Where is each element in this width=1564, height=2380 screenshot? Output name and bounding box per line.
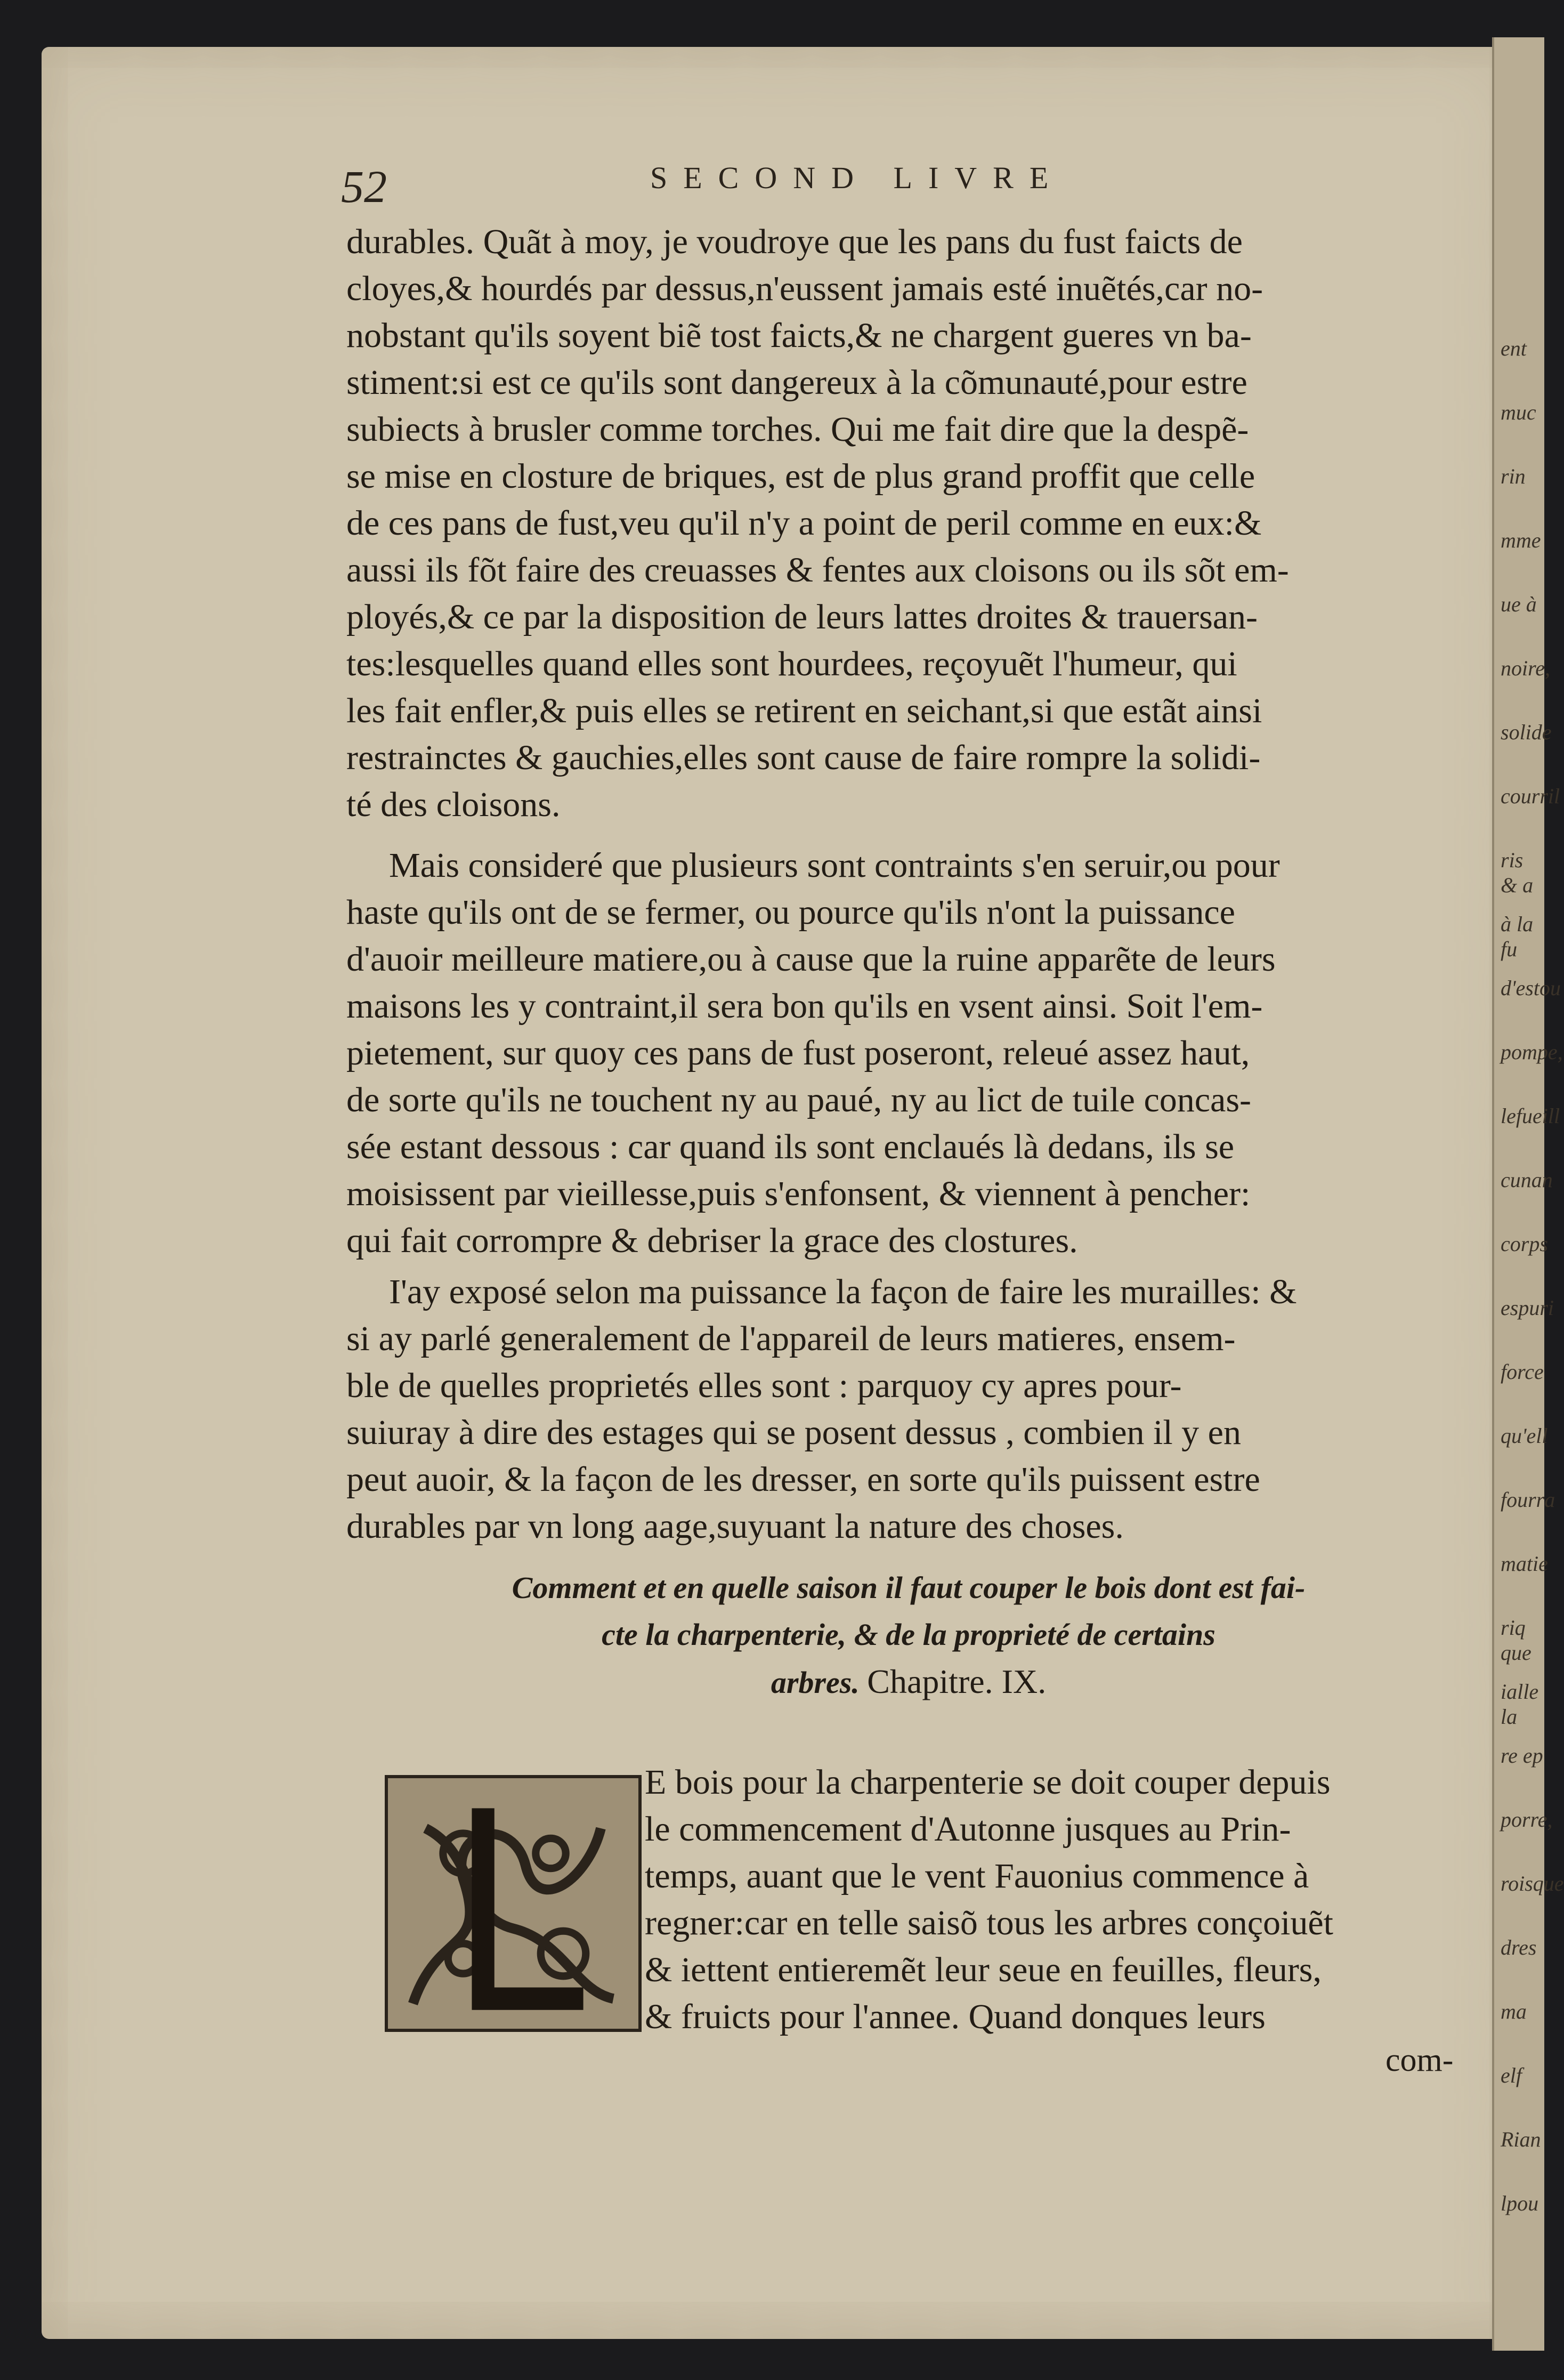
running-title: SECOND LIVRE	[650, 160, 1065, 195]
decorated-initial-letter	[385, 1775, 642, 2032]
text-line: tes:lesquelles quand elles sont hourdees, reçoyuẽt l'humeur, qui	[346, 644, 1237, 683]
margin-fragment: matie	[1501, 1552, 1548, 1576]
facing-page-edge	[1492, 37, 1564, 2351]
margin-fragment: rin	[1501, 464, 1526, 488]
heading-line-1: Comment et en quelle saison il faut couper le bois dont est fai-	[512, 1570, 1306, 1605]
text-line: se mise en closture de briques, est de plus grand proffit que celle	[346, 457, 1255, 496]
text-line: subiects à brusler comme torches. Qui me fait dire que la despẽ-	[346, 410, 1249, 449]
margin-fragment: muc	[1501, 400, 1536, 424]
text-line: E bois pour la charpenterie se doit couper depuis	[645, 1763, 1331, 1802]
margin-fragment: courril	[1501, 784, 1560, 808]
margin-fragment: cunan	[1501, 1168, 1553, 1192]
text-line: les fait enfler,& puis elles se retirent en seichant,si que estãt ainsi	[346, 691, 1262, 730]
text-line: té des cloisons.	[346, 785, 561, 824]
text-line: de sorte qu'ils ne touchent ny au paué, ny au lict de tuile concas-	[346, 1080, 1252, 1119]
text-line: le commencement d'Autonne jusques au Prin-	[645, 1810, 1291, 1849]
text-line: nobstant qu'ils soyent biẽ tost faicts,& ne chargent gueres vn ba-	[346, 316, 1252, 355]
margin-fragment: porre,	[1501, 1808, 1553, 1832]
text-line: pietement, sur quoy ces pans de fust poseront, releué assez haut,	[346, 1034, 1250, 1072]
heading-line-2: cte la charpenterie, & de la proprieté de certains	[602, 1617, 1215, 1652]
margin-fragment: riq que	[1501, 1616, 1531, 1665]
text-line: Mais consideré que plusieurs sont contraints s'en seruir,ou pour	[389, 846, 1280, 885]
margin-fragment: roisque	[1501, 1871, 1564, 1895]
margin-fragment: Rian	[1501, 2127, 1541, 2151]
text-line: durables. Quãt à moy, je voudroye que les pans du fust faicts de	[346, 222, 1243, 261]
margin-fragment: mme	[1501, 528, 1541, 552]
chapter-heading	[346, 1564, 1471, 1705]
text-line: durables par vn long aage,suyuant la nature des choses.	[346, 1507, 1124, 1546]
margin-fragment: dres	[1501, 1935, 1537, 1959]
margin-fragment: lpou	[1501, 2191, 1539, 2215]
margin-fragment: noire,	[1501, 656, 1550, 680]
paragraph-2	[346, 842, 1471, 1264]
margin-fragment: ris & a	[1501, 848, 1534, 897]
margin-fragment: solide	[1501, 720, 1552, 744]
margin-fragment: corps	[1501, 1232, 1548, 1256]
margin-fragment: lefueill	[1501, 1104, 1560, 1128]
margin-fragment: ialle la	[1501, 1680, 1539, 1729]
margin-fragment: d'estou	[1501, 976, 1561, 1000]
heading-italic-word: arbres.	[771, 1665, 860, 1700]
margin-fragment: à la fu	[1501, 912, 1534, 961]
paragraph-3	[346, 1269, 1471, 1550]
margin-fragment: fourra	[1501, 1488, 1555, 1512]
text-line: moisissent par vieillesse,puis s'enfonsent, & viennent à pencher:	[346, 1174, 1251, 1213]
heading-line-3	[346, 1658, 1471, 1705]
chapter-body-text	[645, 1759, 1476, 2040]
text-line: maisons les y contraint,il sera bon qu'ils en vsent ainsi. Soit l'em-	[346, 987, 1263, 1026]
text-line: I'ay exposé selon ma puissance la façon de faire les murailles: &	[389, 1272, 1297, 1311]
text-line: regner:car en telle saisõ tous les arbres conçoiuẽt	[645, 1903, 1333, 1942]
margin-fragment: ent	[1501, 336, 1527, 360]
text-line: si ay parlé generalement de l'appareil de leurs matieres, ensem-	[346, 1319, 1236, 1358]
margin-fragment: ma	[1501, 1999, 1527, 2023]
margin-fragment: re ep	[1501, 1744, 1543, 1768]
margin-fragment: pompe,	[1501, 1040, 1563, 1064]
text-line: sée estant dessous : car quand ils sont enclaués là dedans, ils se	[346, 1127, 1235, 1166]
text-line: ble de quelles proprietés elles sont : parquoy cy apres pour-	[346, 1366, 1182, 1405]
margin-fragment: force	[1501, 1360, 1544, 1384]
text-line: d'auoir meilleure matiere,ou à cause que la ruine apparẽte de leurs	[346, 940, 1276, 979]
margin-fragment: qu'ell	[1501, 1424, 1548, 1448]
chapter-label: Chapitre. IX.	[867, 1663, 1047, 1700]
catchword: com-	[1385, 2042, 1454, 2078]
text-line: cloyes,& hourdés par dessus,n'eussent jamais esté inuẽtés,car no-	[346, 269, 1263, 308]
text-line: stiment:si est ce qu'ils sont dangereux à la cõmunauté,pour estre	[346, 363, 1247, 402]
text-line: qui fait corrompre & debriser la grace des clostures.	[346, 1221, 1078, 1260]
text-line: restrainctes & gauchies,elles sont cause de faire rompre la solidi-	[346, 738, 1261, 777]
text-line: temps, auant que le vent Fauonius commence à	[645, 1857, 1309, 1895]
margin-fragment: espuri	[1501, 1296, 1554, 1320]
text-line: suiuray à dire des estages qui se posent dessus , combien il y en	[346, 1413, 1241, 1452]
text-line: aussi ils fõt faire des creuasses & fentes aux cloisons ou ils sõt em-	[346, 551, 1289, 590]
text-line: ployés,& ce par la disposition de leurs lattes droites & trauersan-	[346, 598, 1258, 636]
paragraph-1	[346, 219, 1471, 828]
margin-fragment: ue à	[1501, 592, 1537, 616]
page-number: 52	[341, 161, 387, 212]
text-line: de ces pans de fust,veu qu'il n'y a point de peril comme en eux:&	[346, 504, 1262, 543]
text-line: & iettent entieremẽt leur seue en feuilles, fleurs,	[645, 1950, 1322, 1989]
text-line: peut auoir, & la façon de les dresser, en sorte qu'ils puissent estre	[346, 1460, 1260, 1499]
foliage-ornament-icon	[388, 1778, 638, 2029]
text-line: & fruicts pour l'annee. Quand donques leurs	[645, 1997, 1266, 2036]
margin-fragment: elf	[1501, 2063, 1522, 2087]
text-line: haste qu'ils ont de se fermer, ou pource qu'ils n'ont la puissance	[346, 893, 1235, 932]
